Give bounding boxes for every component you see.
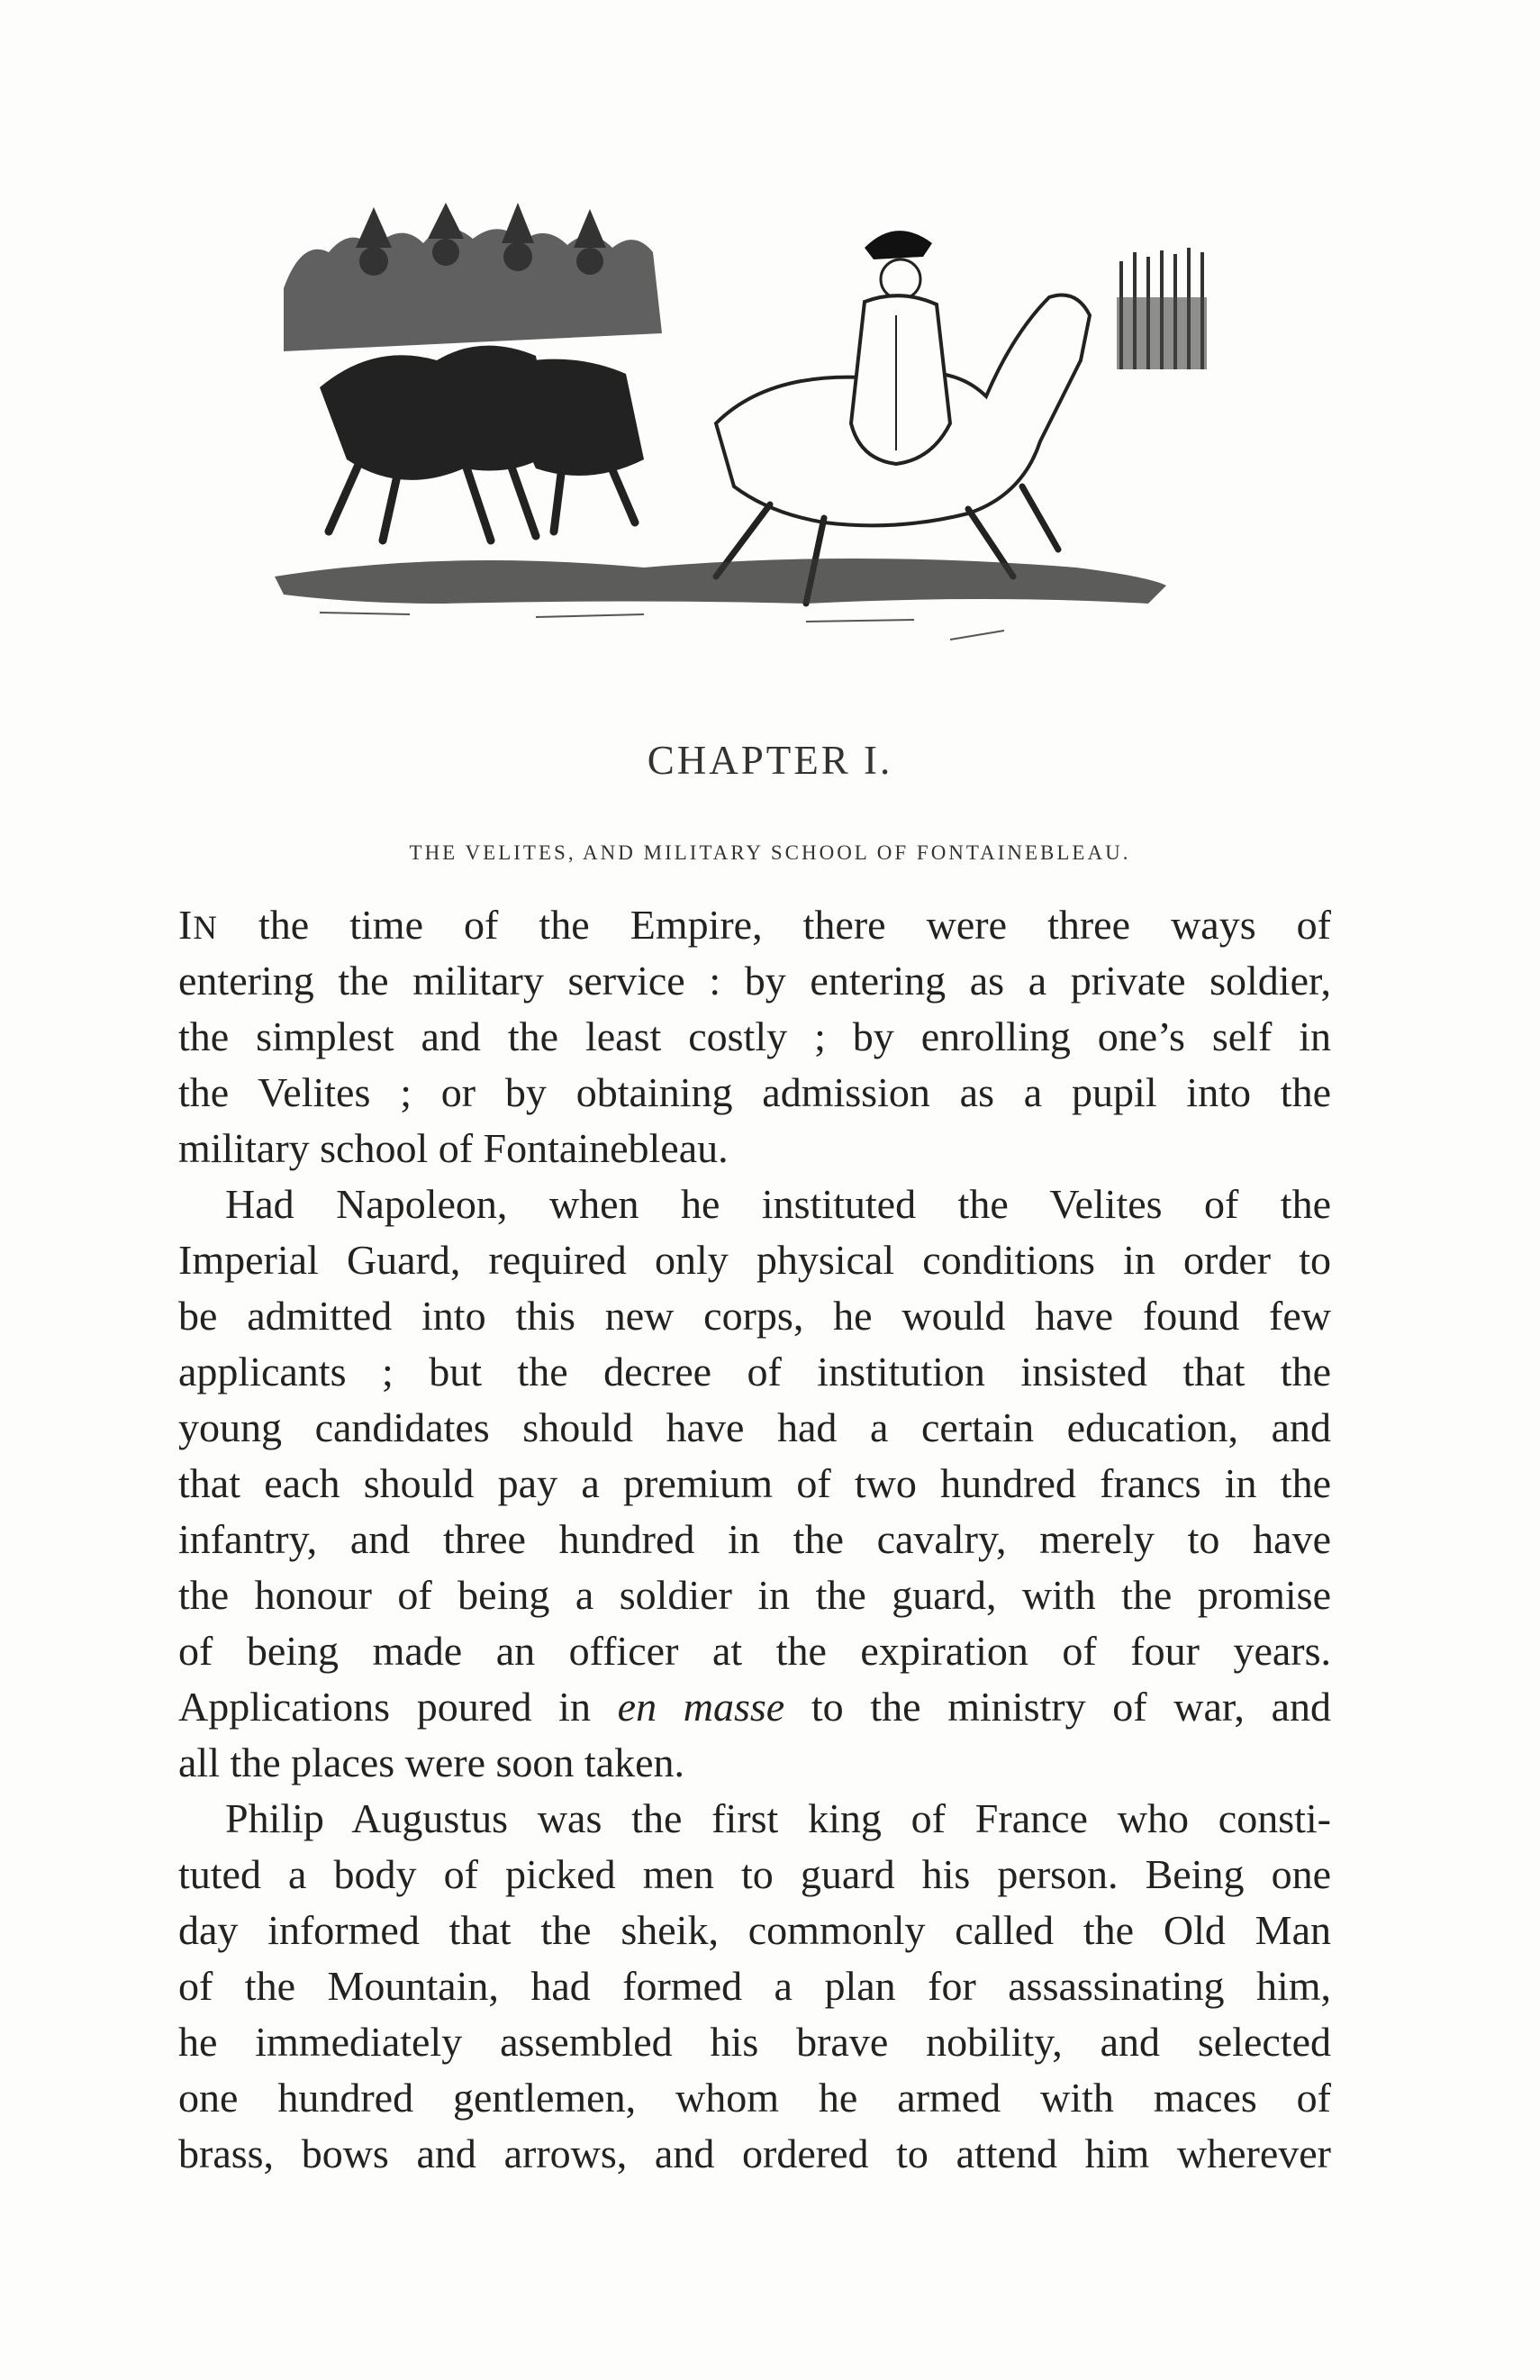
chapter-title: CHAPTER I.: [647, 738, 893, 783]
text-line: he immediately assembled his brave nobility, and selected: [178, 2019, 1331, 2065]
chapter-illustration: [266, 153, 1220, 676]
text-line: tuted a body of picked men to guard his person. Being one: [178, 1851, 1331, 1897]
text-line: of the Mountain, had formed a plan for assassinating him,: [178, 1963, 1331, 2009]
text-line: IN the time of the Empire, there were three ways of: [178, 902, 1331, 948]
text-line: the simplest and the least costly ; by enrolling one’s self in: [178, 1013, 1331, 1059]
text-line: applicants ; but the decree of institution insisted that the: [178, 1349, 1331, 1394]
text-line: day informed that the sheik, commonly called the Old Man: [178, 1907, 1331, 1953]
text-line: Philip Augustus was the first king of France who consti-: [225, 1795, 1331, 1841]
text-line: young candidates should have had a certain education, and: [178, 1404, 1331, 1450]
text-line: entering the military service : by entering as a private soldier,: [178, 958, 1331, 1004]
text-line: all the places were soon taken.: [178, 1740, 684, 1785]
italic-phrase: en masse: [617, 1684, 785, 1730]
text-line: Had Napoleon, when he instituted the Velites of the: [225, 1181, 1331, 1227]
drop-initial: IN: [178, 902, 218, 948]
text-line: the Velites ; or by obtaining admission as a pupil into the: [178, 1069, 1331, 1115]
text-line: Imperial Guard, required only physical conditions in order to: [178, 1237, 1331, 1283]
text-line: Applications poured in en masse to the ministry of war, and: [178, 1684, 1331, 1730]
text-line: be admitted into this new corps, he would have found few: [178, 1293, 1331, 1339]
text-line: infantry, and three hundred in the cavalry, merely to have: [178, 1516, 1331, 1562]
text-line: brass, bows and arrows, and ordered to attend him wherever: [178, 2130, 1331, 2176]
text-line: one hundred gentlemen, whom he armed with maces of: [178, 2075, 1331, 2121]
text-line: of being made an officer at the expiration of four years.: [178, 1628, 1331, 1674]
chapter-subtitle: THE VELITES, AND MILITARY SCHOOL OF FONTAINEBLEAU.: [409, 841, 1131, 864]
body-text: [178, 897, 1331, 2182]
text-line: the honour of being a soldier in the guard, with the promise: [178, 1572, 1331, 1618]
text-line: military school of Fontainebleau.: [178, 1125, 729, 1171]
text-line: that each should pay a premium of two hundred francs in the: [178, 1460, 1331, 1506]
